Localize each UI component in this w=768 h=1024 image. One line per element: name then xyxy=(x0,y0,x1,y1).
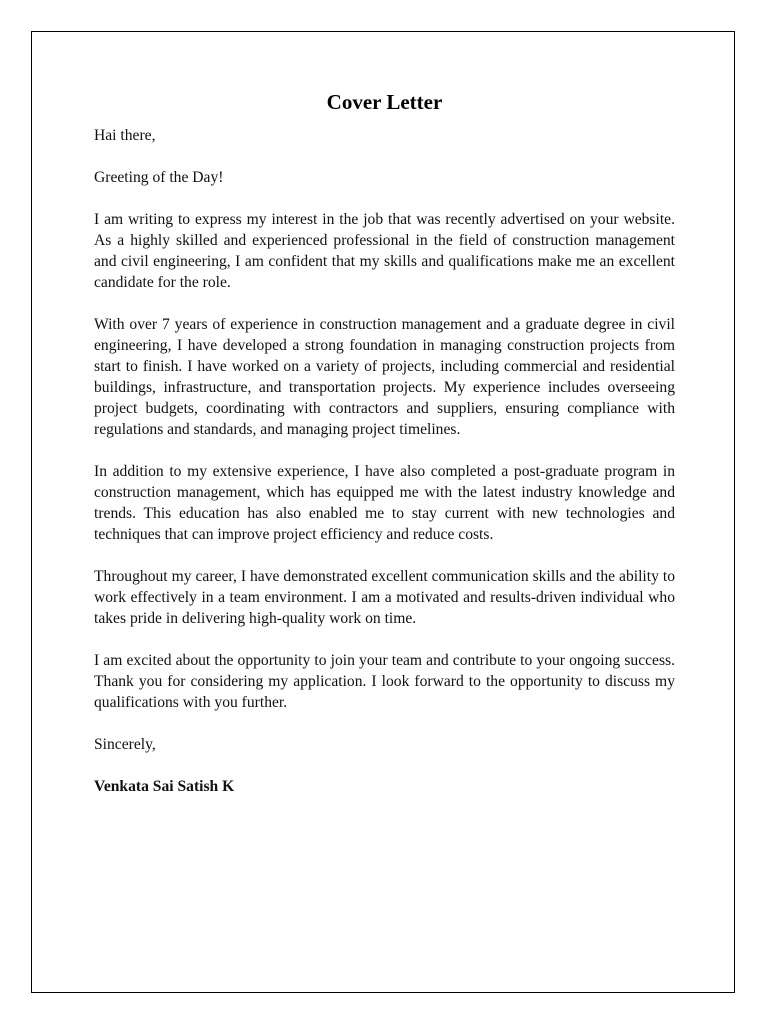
page-title: Cover Letter xyxy=(326,90,443,114)
paragraph-education: In addition to my extensive experience, I have also completed a post-graduate program in construction management, which has equipped me with the latest industry knowledge and trends. This education has also enabled me to stay current with new technologies and techniques that can improve project efficiency and reduce costs. xyxy=(94,463,675,543)
letter-body xyxy=(94,32,675,797)
paragraph-closing: I am excited about the opportunity to join your team and contribute to your ongoing success. Thank you for considering my application. I look forward to the opportunity to discuss my qualifications with you further. xyxy=(94,652,675,711)
document-page xyxy=(31,31,735,993)
salutation: Hai there, xyxy=(94,127,156,144)
signature: Venkata Sai Satish K xyxy=(94,778,235,795)
greeting: Greeting of the Day! xyxy=(94,169,224,186)
paragraph-skills: Throughout my career, I have demonstrated excellent communication skills and the ability to work effectively in a team environment. I am a motivated and results-driven individual who takes pride in delivering high-quality work on time. xyxy=(94,568,675,627)
paragraph-experience: With over 7 years of experience in construction management and a graduate degree in civil engineering, I have developed a strong foundation in managing construction projects from start to finish. I have worked on a variety of projects, including commercial and residential buildings, infrastructure, and transportation projects. My experience includes overseeing project budgets, coordinating with contractors and suppliers, ensuring compliance with regulations and standards, and managing project timelines. xyxy=(94,316,675,438)
closing: Sincerely, xyxy=(94,736,156,753)
paragraph-intro: I am writing to express my interest in the job that was recently advertised on your website. As a highly skilled and experienced professional in the field of construction management and civil engineering, I am confident that my skills and qualifications make me an excellent candidate for the role. xyxy=(94,211,675,291)
